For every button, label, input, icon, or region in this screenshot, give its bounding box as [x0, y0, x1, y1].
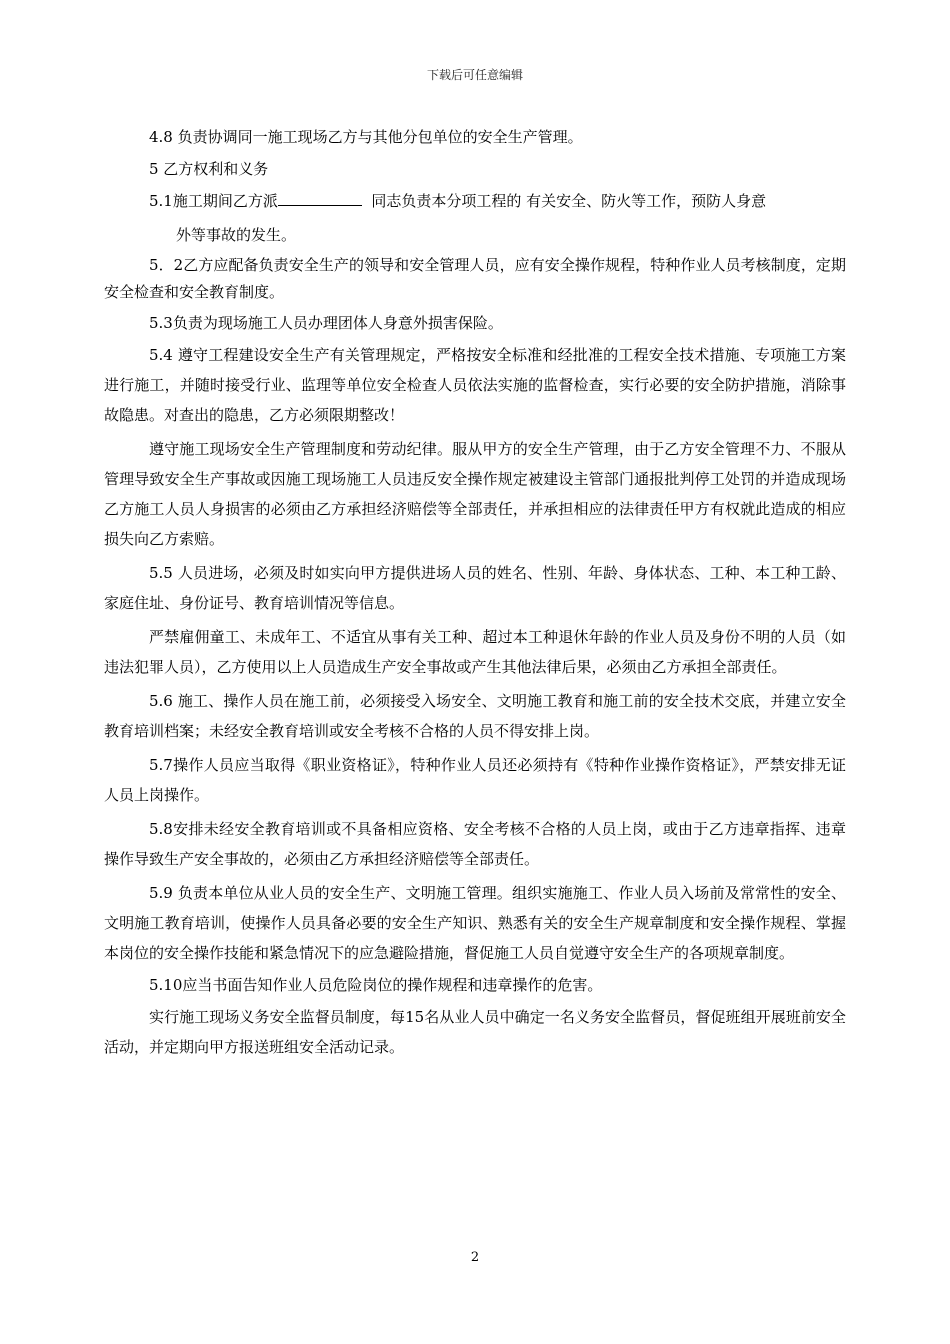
clause-5-8: 5.8安排未经安全教育培训或不具备相应资格、安全考核不合格的人员上岗，或由于乙方违章指挥、违章操作导致生产安全事故的，必须由乙方承担经济赔偿等全部责任。: [104, 820, 846, 868]
clause-5-1-part-a: 5.1施工期间乙方派: [149, 192, 278, 210]
clause-5-3: 5.3负责为现场施工人员办理团体人身意外损害保险。: [149, 314, 503, 332]
clause-5-7: 5.7操作人员应当取得《职业资格证》，特种作业人员还必须持有《特种作业操作资格证》，严禁安排无证人员上岗操作。: [104, 756, 846, 804]
clause-5-5-prohibition: 严禁雇佣童工、未成年工、不适宜从事有关工种、超过本工种退休年龄的作业人员及身份不明的人员（如违法犯罪人员），乙方使用以上人员造成生产安全事故或产生其他法律后果，必须由乙方承担全部责任。: [104, 628, 846, 676]
clause-5-5: 5.5 人员进场，必须及时如实向甲方提供进场人员的姓名、性别、年龄、身体状态、工种、本工种工龄、家庭住址、身份证号、教育培训情况等信息。: [104, 564, 846, 612]
section-5-heading: 5 乙方权利和义务: [149, 160, 269, 178]
clause-5-10-supervisor: 实行施工现场义务安全监督员制度，每15名从业人员中确定一名义务安全监督员，督促班组开展班前安全活动，并定期向甲方报送班组安全活动记录。: [104, 1008, 846, 1056]
clause-5-9: 5.9 负责本单位从业人员的安全生产、文明施工管理。组织实施施工、作业人员入场前及常常性的安全、文明施工教育培训，使操作人员具备必要的安全生产知识、熟悉有关的安全生产规章制度和安全操作规程、掌握本岗位的安全操作技能和紧急情况下的应急避险措施，督促施工人员自觉遵守安全生产的各项规章制度。: [104, 884, 846, 962]
clause-5-4-discipline: 遵守施工现场安全生产管理制度和劳动纪律。服从甲方的安全生产管理，由于乙方安全管理不力、不服从管理导致安全生产事故或因施工现场施工人员违反安全操作规定被建设主管部门通报批判停工处罚的并造成现场乙方施工人员人身损害的必须由乙方承担经济赔偿等全部责任，并承担相应的法律责任甲方有权就此造成的相应损失向乙方索赔。: [104, 440, 846, 548]
clause-5-2: 5．2乙方应配备负责安全生产的领导和安全管理人员，应有安全操作规程，特种作业人员考核制度，定期安全检查和安全教育制度。: [104, 256, 846, 301]
document-body: [104, 122, 846, 1062]
clause-5-4: 5.4 遵守工程建设安全生产有关管理规定，严格按安全标准和经批准的工程安全技术措施、专项施工方案进行施工，并随时接受行业、监理等单位安全检查人员依法实施的监督检查，实行必要的安全防护措施，消除事故隐患。对查出的隐患，乙方必须限期整改！: [104, 346, 846, 424]
clause-5-1: [104, 186, 846, 216]
blank-underline: [278, 191, 362, 206]
page-header: 下载后可任意编辑: [426, 68, 523, 82]
clause-5-1-part-b: 同志负责本分项工程的 有关安全、防火等工作，预防人身意: [371, 192, 767, 210]
clause-5-1-continuation: 外等事故的发生。: [176, 226, 297, 244]
clause-5-10: 5.10应当书面告知作业人员危险岗位的操作规程和违章操作的危害。: [149, 976, 603, 994]
clause-4-8: 4.8 负责协调同一施工现场乙方与其他分包单位的安全生产管理。: [149, 128, 583, 146]
clause-5-6: 5.6 施工、操作人员在施工前，必须接受入场安全、文明施工教育和施工前的安全技术交底，并建立安全教育培训档案；未经安全教育培训或安全考核不合格的人员不得安排上岗。: [104, 692, 846, 740]
page-number: 2: [470, 1250, 480, 1265]
